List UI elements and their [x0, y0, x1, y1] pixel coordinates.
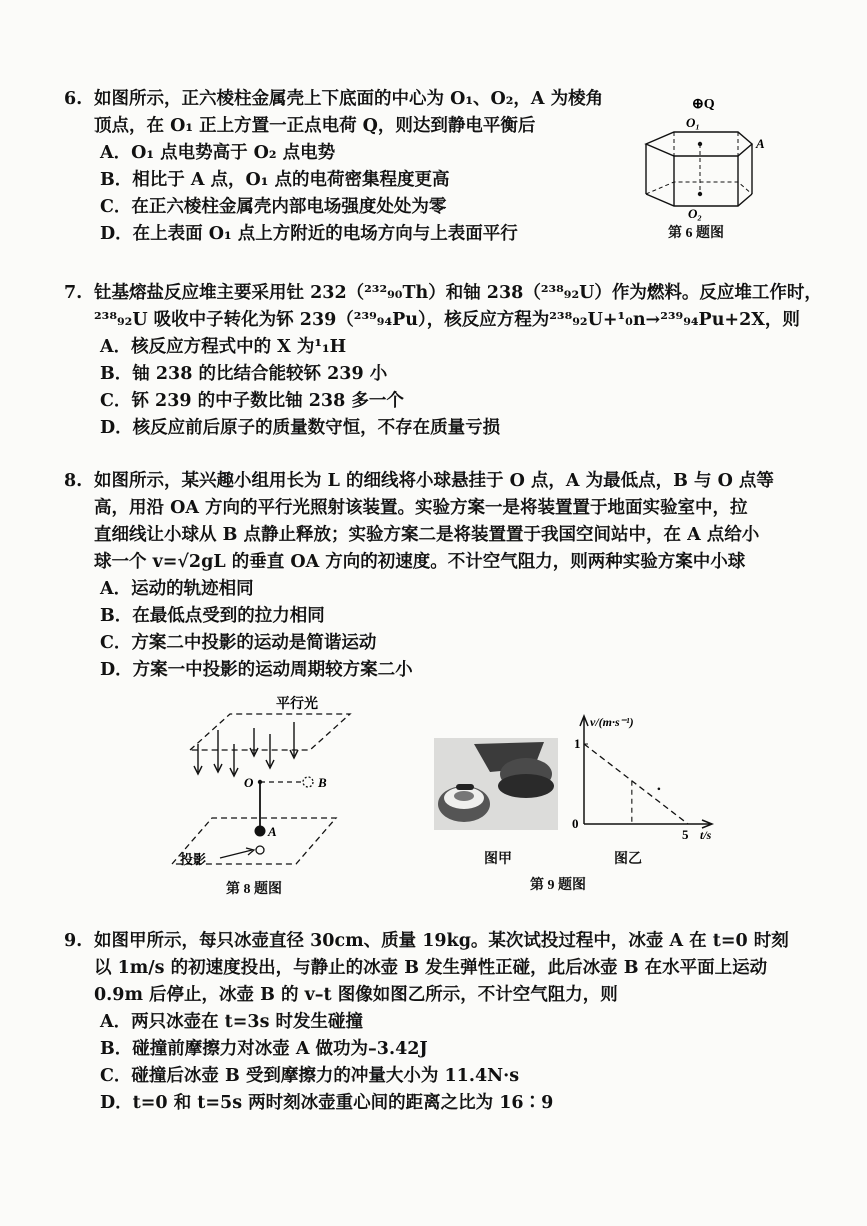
option-d: D．在上表面 O₁ 点上方附近的电场方向与上表面平行 — [100, 224, 518, 244]
option-d: D．核反应前后原子的质量数守恒，不存在质量亏损 — [100, 418, 501, 438]
point-o1-label: O₁ — [686, 115, 700, 130]
curling-stones-picture — [434, 738, 558, 830]
figure-6-caption: 第 6 题图 — [668, 226, 724, 241]
option-c: C．碰撞后冰壶 B 受到摩擦力的冲量大小为 11.4N·s — [100, 1066, 520, 1086]
option-a: A．O₁ 点电势高于 O₂ 点电势 — [100, 143, 336, 163]
question-text: 直细线让小球从 B 点静止释放；实验方案二是将装置置于我国空间站中，在 A 点给小 — [94, 525, 760, 545]
question-8 — [64, 468, 774, 684]
question-6 — [64, 86, 603, 248]
charge-label: ⊕Q — [692, 97, 715, 112]
option-a: A．核反应方程式中的 X 为¹₁H — [100, 337, 347, 357]
figure-9-chart — [560, 712, 730, 842]
question-number: 6. — [64, 89, 83, 109]
parallel-light-label: 平行光 — [276, 697, 318, 712]
question-number: 8. — [64, 471, 83, 491]
question-text: 如图甲所示，每只冰壶直径 30cm、质量 19kg。某次试投过程中，冰壶 A 在 t=0 时刻 — [94, 931, 789, 951]
question-number: 7. — [64, 283, 83, 303]
question-7 — [64, 280, 822, 442]
option-b: B．铀 238 的比结合能较钚 239 小 — [100, 364, 388, 384]
x-axis-label: t/s — [700, 828, 712, 842]
point-o-label: O — [244, 775, 254, 790]
y-tick-label: 1 — [574, 736, 581, 751]
hexagonal-prism-diagram — [630, 92, 790, 242]
question-text: 球一个 v=√2gL 的垂直 OA 方向的初速度。不计空气阻力，则两种实验方案中小球 — [94, 552, 746, 572]
marker-dot — [658, 788, 661, 791]
figure-8-caption: 第 8 题图 — [226, 882, 282, 897]
question-text: 高，用沿 OA 方向的平行光照射该装置。实验方案一是将装置置于地面实验室中，拉 — [94, 498, 748, 518]
option-a: A．两只冰壶在 t=3s 时发生碰撞 — [100, 1012, 364, 1032]
option-b: B．在最低点受到的拉力相同 — [100, 606, 325, 626]
option-d: D．t=0 和 t=5s 两时刻冰壶重心间的距离之比为 16∶9 — [100, 1093, 554, 1113]
point-a-label: A — [268, 824, 277, 839]
figure-6 — [630, 92, 790, 242]
option-c: C．钚 239 的中子数比铀 238 多一个 — [100, 391, 404, 411]
question-text: ²³⁸₉₂U 吸收中子转化为钚 239（²³⁹₉₄Pu），核反应方程为²³⁸₉₂U+¹₀n→²³⁹₉₄Pu+2X，则 — [94, 310, 800, 330]
shadow-label: 投影 — [180, 852, 207, 867]
question-text: 顶点，在 O₁ 正上方置一正点电荷 Q，则达到静电平衡后 — [94, 116, 536, 136]
curling-photo — [434, 738, 558, 830]
question-text: 如图所示，某兴趣小组用长为 L 的细线将小球悬挂于 O 点，A 为最低点，B 与 O 点等 — [94, 471, 774, 491]
option-a: A．运动的轨迹相同 — [100, 579, 254, 599]
figure-8 — [160, 692, 370, 877]
question-number: 9. — [64, 931, 83, 951]
figure-9-jia-label: 图甲 — [484, 852, 512, 867]
figure-9-caption: 第 9 题图 — [530, 878, 586, 893]
x-tick-label: 5 — [682, 827, 689, 842]
option-b: B．碰撞前摩擦力对冰壶 A 做功为–3.42J — [100, 1039, 428, 1059]
series-line — [584, 744, 688, 824]
pendulum-diagram — [160, 692, 370, 877]
velocity-time-chart — [560, 712, 730, 842]
option-c: C．在正六棱柱金属壳内部电场强度处处为零 — [100, 197, 447, 217]
question-text: 以 1m/s 的初速度投出，与静止的冰壶 B 发生弹性正碰，此后冰壶 B 在水平面上运动 — [94, 958, 768, 978]
option-b: B．相比于 A 点，O₁ 点的电荷密集程度更高 — [100, 170, 450, 190]
origin-label: 0 — [572, 816, 579, 831]
question-text: 0.9m 后停止，冰壶 B 的 v–t 图像如图乙所示，不计空气阻力，则 — [94, 985, 618, 1005]
option-c: C．方案二中投影的运动是简谐运动 — [100, 633, 377, 653]
y-axis-label: v/(m·s⁻¹) — [590, 715, 634, 729]
point-o2-label: O₂ — [688, 206, 702, 221]
option-d: D．方案一中投影的运动周期较方案二小 — [100, 660, 413, 680]
figure-9-yi-label: 图乙 — [614, 852, 642, 867]
question-text: 钍基熔盐反应堆主要采用钍 232（²³²₉₀Th）和铀 238（²³⁸₉₂U）作为燃料。反应堆工作时， — [94, 283, 822, 303]
point-a-label: A — [756, 136, 765, 151]
question-text: 如图所示，正六棱柱金属壳上下底面的中心为 O₁、O₂，A 为棱角 — [94, 89, 604, 109]
point-b-label: B — [318, 775, 327, 790]
question-9 — [64, 928, 789, 1117]
